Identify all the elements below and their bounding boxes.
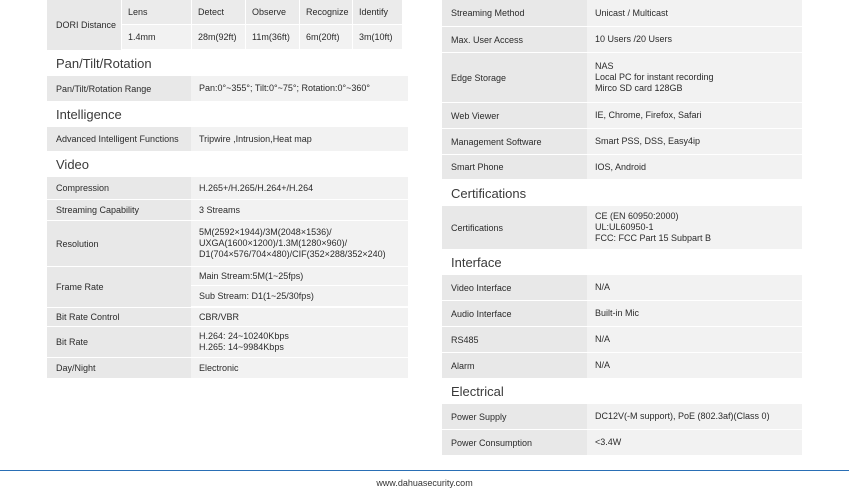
section-title-certifications: Certifications <box>442 180 802 206</box>
web-viewer-value: IE, Chrome, Firefox, Safari <box>587 103 802 128</box>
max-user-access-label: Max. User Access <box>442 27 587 52</box>
resolution-row <box>47 221 408 267</box>
max-user-access-value: 10 Users /20 Users <box>587 27 802 52</box>
bitrate-row <box>47 327 408 358</box>
section-title-electrical: Electrical <box>442 379 802 404</box>
edge-storage-value <box>587 53 802 102</box>
dori-header-recognize: Recognize <box>299 0 352 25</box>
smart-phone-value: IOS, Android <box>587 155 802 179</box>
bitrate-value <box>191 327 408 357</box>
smart-phone-row <box>442 155 802 180</box>
edge-storage-line: Mirco SD card 128GB <box>595 83 683 93</box>
frame-rate-main-stream: Main Stream:5M(1~25fps) <box>191 267 408 286</box>
intelligent-functions-value: Tripwire ,Intrusion,Heat map <box>191 127 408 151</box>
dori-header-identify: Identify <box>352 0 402 25</box>
rs485-row <box>442 327 802 353</box>
dori-distance-row <box>47 0 408 51</box>
streaming-capability-label: Streaming Capability <box>47 200 191 220</box>
section-title-pan-tilt: Pan/Tilt/Rotation <box>47 51 408 76</box>
web-viewer-label: Web Viewer <box>442 103 587 128</box>
certification-line: CE (EN 60950:2000) <box>595 211 679 221</box>
section-title-interface: Interface <box>442 250 802 275</box>
bitrate-line: H.265: 14~9984Kbps <box>199 342 284 352</box>
video-interface-label: Video Interface <box>442 275 587 300</box>
rs485-value: N/A <box>587 327 802 352</box>
day-night-value: Electronic <box>191 358 408 378</box>
resolution-line: 5M(2592×1944)/3M(2048×1536)/ <box>199 227 332 237</box>
certifications-value <box>587 206 802 249</box>
power-supply-row <box>442 404 802 430</box>
bitrate-line: H.264: 24~10240Kbps <box>199 331 289 341</box>
streaming-method-row <box>442 0 802 27</box>
dori-header-observe: Observe <box>245 0 299 25</box>
power-supply-value: DC12V(-M support), PoE (802.3af)(Class 0) <box>587 404 802 429</box>
intelligent-functions-row <box>47 127 408 152</box>
video-interface-value: N/A <box>587 275 802 300</box>
section-title-video: Video <box>47 152 408 177</box>
certifications-row <box>442 206 802 250</box>
bitrate-control-value: CBR/VBR <box>191 308 408 326</box>
audio-interface-label: Audio Interface <box>442 301 587 326</box>
power-supply-label: Power Supply <box>442 404 587 429</box>
edge-storage-label: Edge Storage <box>442 53 587 102</box>
right-spec-column <box>442 0 802 456</box>
compression-value: H.265+/H.265/H.264+/H.264 <box>191 177 408 199</box>
bitrate-label: Bit Rate <box>47 327 191 357</box>
resolution-line: D1(704×576/704×480)/CIF(352×288/352×240) <box>199 249 386 259</box>
left-spec-column <box>47 0 408 379</box>
dori-value-identify: 3m(10ft) <box>352 25 402 50</box>
certifications-label: Certifications <box>442 206 587 249</box>
dori-value-lens: 1.4mm <box>121 25 191 50</box>
streaming-capability-row <box>47 200 408 221</box>
management-software-label: Management Software <box>442 129 587 154</box>
dori-value-observe: 11m(36ft) <box>245 25 299 50</box>
edge-storage-line: Local PC for instant recording <box>595 72 714 82</box>
dori-distance-label: DORI Distance <box>47 0 121 50</box>
power-consumption-row <box>442 430 802 456</box>
pan-tilt-range-label: Pan/Tilt/Rotation Range <box>47 76 191 101</box>
pan-tilt-range-row <box>47 76 408 102</box>
footer-divider <box>0 470 849 471</box>
resolution-label: Resolution <box>47 221 191 266</box>
management-software-row <box>442 129 802 155</box>
audio-interface-value: Built-in Mic <box>587 301 802 326</box>
alarm-label: Alarm <box>442 353 587 378</box>
max-user-access-row <box>442 27 802 53</box>
web-viewer-row <box>442 103 802 129</box>
section-title-intelligence: Intelligence <box>47 102 408 127</box>
compression-row <box>47 177 408 200</box>
day-night-label: Day/Night <box>47 358 191 378</box>
frame-rate-values <box>191 267 408 307</box>
audio-interface-row <box>442 301 802 327</box>
dori-value-recognize: 6m(20ft) <box>299 25 352 50</box>
video-interface-row <box>442 275 802 301</box>
edge-storage-line: NAS <box>595 61 614 71</box>
resolution-line: UXGA(1600×1200)/1.3M(1280×960)/ <box>199 238 348 248</box>
management-software-value: Smart PSS, DSS, Easy4ip <box>587 129 802 154</box>
smart-phone-label: Smart Phone <box>442 155 587 179</box>
alarm-value: N/A <box>587 353 802 378</box>
footer-website-link[interactable]: www.dahuasecurity.com <box>376 478 473 488</box>
frame-rate-label: Frame Rate <box>47 267 191 307</box>
resolution-value <box>191 221 408 266</box>
frame-rate-row <box>47 267 408 308</box>
streaming-method-value: Unicast / Multicast <box>587 0 802 26</box>
bitrate-control-row <box>47 308 408 327</box>
dori-value-detect: 28m(92ft) <box>191 25 245 50</box>
dori-table <box>121 0 408 50</box>
compression-label: Compression <box>47 177 191 199</box>
streaming-capability-value: 3 Streams <box>191 200 408 220</box>
certification-line: UL:UL60950-1 <box>595 222 654 232</box>
frame-rate-sub-stream: Sub Stream: D1(1~25/30fps) <box>191 286 408 306</box>
streaming-method-label: Streaming Method <box>442 0 587 26</box>
power-consumption-value: <3.4W <box>587 430 802 455</box>
intelligent-functions-label: Advanced Intelligent Functions <box>47 127 191 151</box>
day-night-row <box>47 358 408 379</box>
alarm-row <box>442 353 802 379</box>
pan-tilt-range-value: Pan:0°~355°; Tilt:0°~75°; Rotation:0°~360° <box>191 76 408 101</box>
bitrate-control-label: Bit Rate Control <box>47 308 191 326</box>
dori-header-lens: Lens <box>121 0 191 25</box>
dori-header-detect: Detect <box>191 0 245 25</box>
rs485-label: RS485 <box>442 327 587 352</box>
power-consumption-label: Power Consumption <box>442 430 587 455</box>
certification-line: FCC: FCC Part 15 Subpart B <box>595 233 712 243</box>
edge-storage-row <box>442 53 802 103</box>
